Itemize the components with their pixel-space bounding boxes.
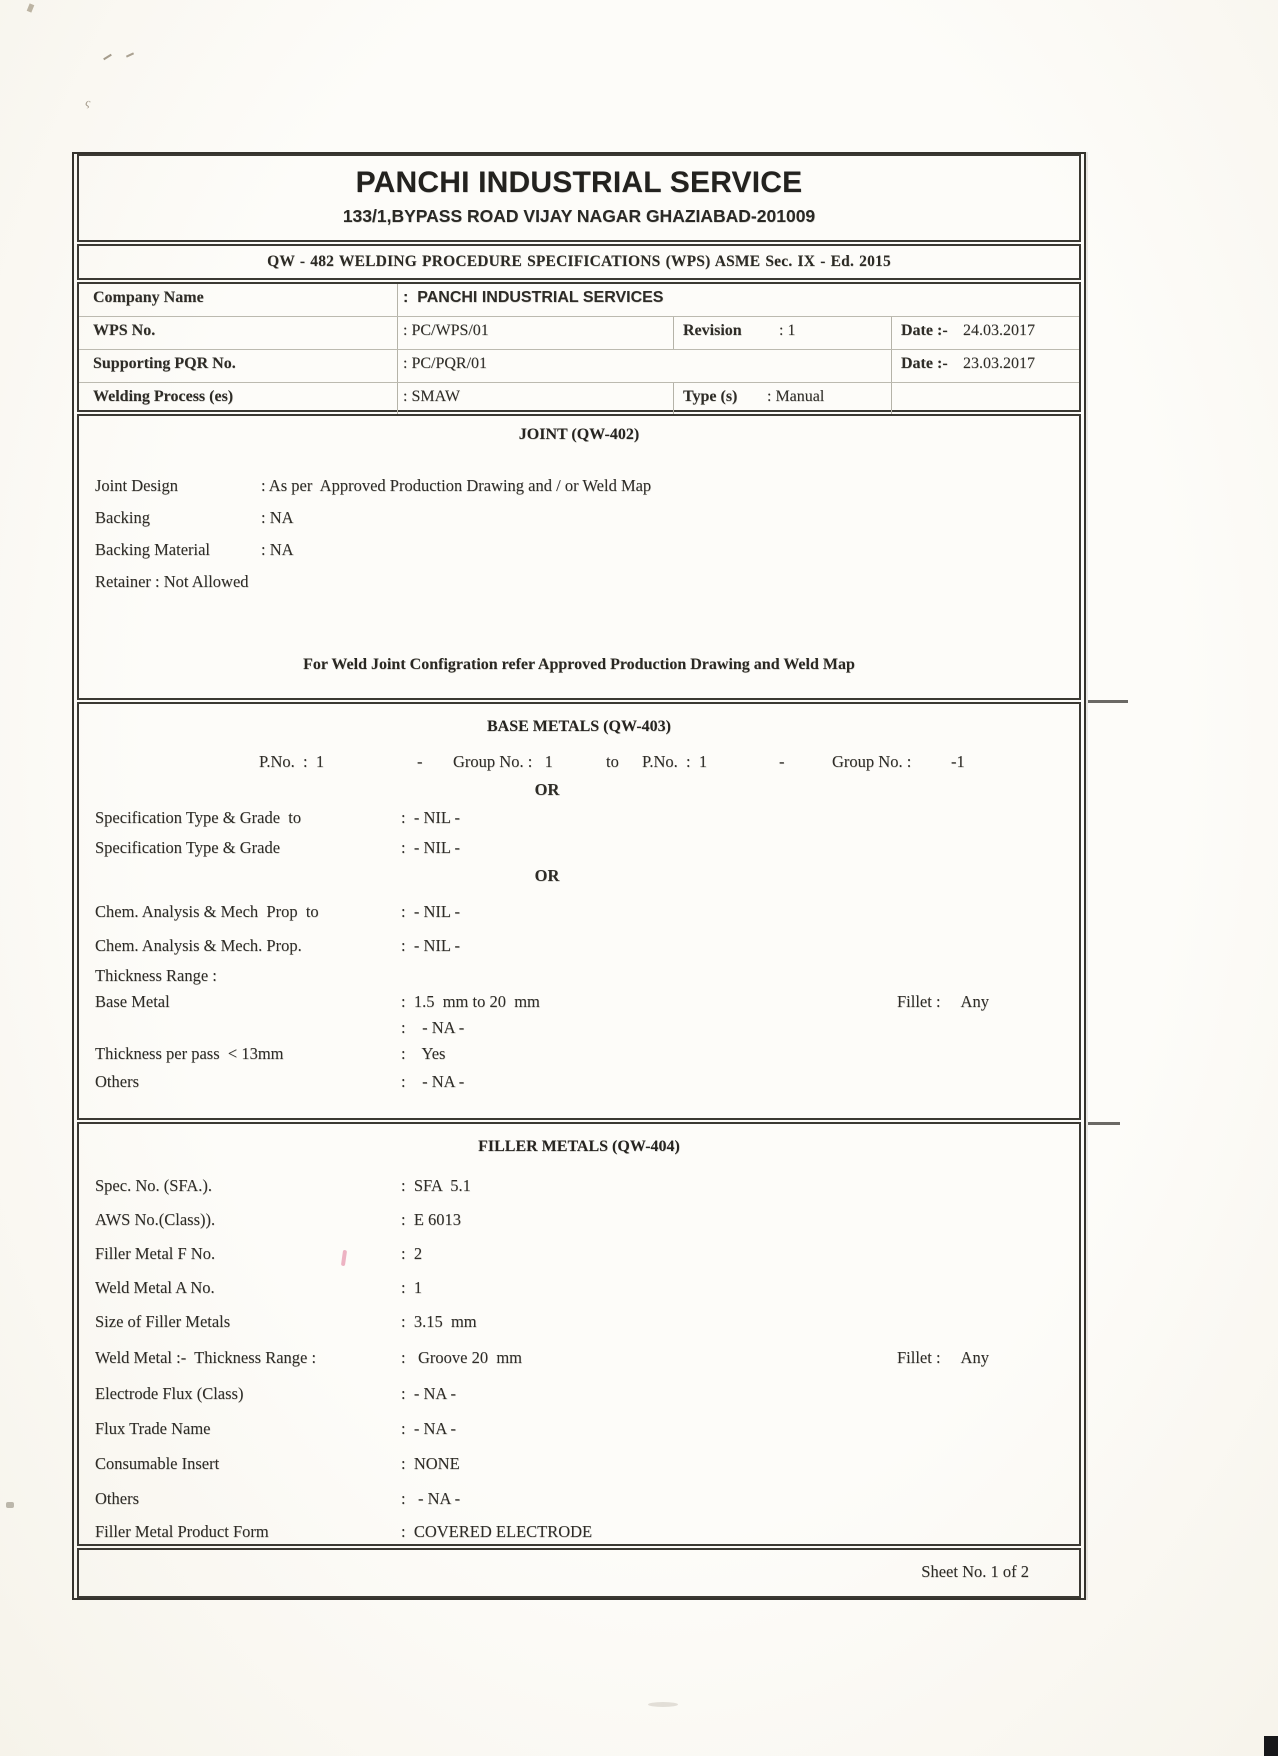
form-row <box>79 1018 1079 1040</box>
scan-artifact <box>1264 1736 1278 1756</box>
form-row <box>79 1348 1079 1370</box>
scan-artifact <box>648 1702 678 1707</box>
to-label: to <box>606 752 619 771</box>
weld-joint-note: For Weld Joint Configration refer Approved Production Drawing and Weld Map <box>303 656 855 673</box>
or-row <box>79 866 1079 888</box>
form-row <box>79 1419 1079 1441</box>
field-value: : PANCHI INDUSTRIAL SERVICES <box>403 289 664 306</box>
form-row <box>79 936 1079 958</box>
field-label: Date :- <box>901 355 948 372</box>
field-label: Specification Type & Grade <box>95 838 281 857</box>
field-label: Flux Trade Name <box>95 1419 211 1438</box>
field-label: Others <box>95 1489 139 1508</box>
scan-artifact <box>6 1502 14 1508</box>
field-value: : As per Approved Production Drawing and / or Weld Map <box>261 476 652 495</box>
field-value: : - NA - <box>401 1072 465 1091</box>
field-label: Thickness per pass < 13mm <box>95 1044 284 1063</box>
field-label: Electrode Flux (Class) <box>95 1384 244 1403</box>
field-label: Consumable Insert <box>95 1454 220 1473</box>
field-label: Chem. Analysis & Mech. Prop. <box>95 936 302 955</box>
info-table <box>77 282 1081 412</box>
field-label: Revision <box>683 322 742 339</box>
field-value: : NA <box>261 540 294 559</box>
field-label: Welding Process (es) <box>93 388 234 405</box>
field-value: : 2 <box>401 1244 423 1263</box>
form-row <box>79 1489 1079 1511</box>
column-divider <box>891 317 892 349</box>
scan-artifact <box>27 3 35 12</box>
field-value: : - NA - <box>401 1384 456 1403</box>
scan-artifact <box>126 52 134 57</box>
form-row <box>79 508 1079 530</box>
table-row <box>79 349 1079 382</box>
form-row <box>79 838 1079 860</box>
footer-bar <box>77 1548 1081 1598</box>
form-row <box>79 1278 1079 1300</box>
field-label: Chem. Analysis & Mech Prop to <box>95 902 319 921</box>
field-label: Retainer : Not Allowed <box>95 572 249 591</box>
section-joint <box>77 414 1081 700</box>
fillet-label: Fillet : <box>897 992 941 1011</box>
table-row <box>79 284 1079 316</box>
form-row <box>79 1244 1079 1266</box>
form-row <box>79 1454 1079 1476</box>
scan-artifact: ς <box>83 94 93 110</box>
or-label: OR <box>534 780 560 799</box>
field-label: Company Name <box>93 289 204 306</box>
field-value: : 1 <box>779 322 796 339</box>
field-label: Specification Type & Grade to <box>95 808 302 827</box>
scan-artifact <box>1088 1122 1120 1125</box>
column-divider <box>397 350 398 382</box>
section-base-metals <box>77 702 1081 1120</box>
dash: - <box>779 752 785 771</box>
form-row <box>79 540 1079 562</box>
group-no-value: -1 <box>951 752 965 771</box>
letterhead <box>77 154 1081 242</box>
field-value: : - NA - <box>401 1018 465 1037</box>
field-value: : Yes <box>401 1044 446 1063</box>
field-value: : 1.5 mm to 20 mm <box>401 992 540 1011</box>
field-label: AWS No.(Class)). <box>95 1210 216 1229</box>
field-value: : - NIL - <box>401 936 460 955</box>
field-label: Supporting PQR No. <box>93 355 236 372</box>
field-value: : - NA - <box>401 1419 456 1438</box>
field-value: : - NA - <box>401 1489 461 1508</box>
field-value: : E 6013 <box>401 1210 462 1229</box>
field-label: Size of Filler Metals <box>95 1312 231 1331</box>
field-value: 23.03.2017 <box>963 355 1035 372</box>
doc-title-bar <box>77 244 1081 280</box>
or-label: OR <box>534 866 560 885</box>
form-row <box>79 966 1079 988</box>
field-value: : 3.15 mm <box>401 1312 477 1331</box>
form-row <box>79 808 1079 830</box>
field-label: Backing <box>95 508 150 527</box>
scan-artifact <box>103 54 112 60</box>
field-label: Date :- <box>901 322 948 339</box>
field-value: : PC/PQR/01 <box>403 355 488 372</box>
field-value: : COVERED ELECTRODE <box>401 1522 593 1541</box>
scan-artifact <box>1088 700 1128 703</box>
section-title: FILLER METALS (QW-404) <box>478 1138 680 1155</box>
table-row <box>79 382 1079 415</box>
form-row <box>79 572 1079 594</box>
fillet-label: Fillet : <box>897 1348 941 1367</box>
table-row <box>79 316 1079 349</box>
form-row <box>79 902 1079 924</box>
field-value: : Manual <box>767 388 825 405</box>
fillet-value: Any <box>960 1348 989 1367</box>
fillet-field <box>897 1348 989 1368</box>
column-divider <box>397 383 398 415</box>
pno-group-row <box>79 752 1079 774</box>
field-value: : - NIL - <box>401 808 460 827</box>
form-row <box>79 476 1079 498</box>
form-row <box>79 992 1079 1014</box>
section-filler-metals <box>77 1122 1081 1546</box>
company-title: PANCHI INDUSTRIAL SERVICE <box>355 166 803 199</box>
column-divider <box>891 383 892 415</box>
field-value: : NONE <box>401 1454 460 1473</box>
field-value: : NA <box>261 508 294 527</box>
pno-value: P.No. : 1 <box>642 752 708 771</box>
field-label: Joint Design <box>95 476 178 495</box>
field-label: Filler Metal Product Form <box>95 1522 269 1541</box>
field-label: Spec. No. (SFA.). <box>95 1176 213 1195</box>
field-value: : 1 <box>401 1278 423 1297</box>
form-row <box>79 1044 1079 1066</box>
column-divider <box>673 317 674 349</box>
field-value: : Groove 20 mm <box>401 1348 522 1367</box>
section-title: JOINT (QW-402) <box>518 426 640 443</box>
field-value: 24.03.2017 <box>963 322 1035 339</box>
field-label: Type (s) <box>683 388 738 405</box>
form-row <box>79 1522 1079 1544</box>
form-row <box>79 1176 1079 1198</box>
or-row <box>79 780 1079 802</box>
field-value: : SFA 5.1 <box>401 1176 471 1195</box>
field-value: : - NIL - <box>401 838 460 857</box>
field-label: Filler Metal F No. <box>95 1244 216 1263</box>
pno-value: P.No. : 1 <box>259 752 325 771</box>
sheet-number: Sheet No. 1 of 2 <box>921 1562 1029 1581</box>
field-value: : PC/WPS/01 <box>403 322 489 339</box>
group-no-value: Group No. : 1 <box>453 752 553 771</box>
field-label: Weld Metal :- Thickness Range : <box>95 1348 317 1367</box>
column-divider <box>891 350 892 382</box>
field-label: Thickness Range : <box>95 966 217 985</box>
form-row <box>79 1072 1079 1094</box>
dash: - <box>417 752 423 771</box>
field-label: WPS No. <box>93 322 156 339</box>
form-row <box>79 1210 1079 1232</box>
field-value: : - NIL - <box>401 902 460 921</box>
field-label: Backing Material <box>95 540 211 559</box>
column-divider <box>397 317 398 349</box>
fillet-value: Any <box>960 992 989 1011</box>
field-label: Weld Metal A No. <box>95 1278 215 1297</box>
form-row <box>79 1384 1079 1406</box>
company-address: 133/1,BYPASS ROAD VIJAY NAGAR GHAZIABAD-201009 <box>342 206 816 226</box>
fillet-field <box>897 992 989 1012</box>
doc-title: QW - 482 WELDING PROCEDURE SPECIFICATIONS (WPS) ASME Sec. IX - Ed. 2015 <box>267 253 891 270</box>
wps-document-frame <box>72 152 1086 1600</box>
group-no-label: Group No. : <box>832 752 912 771</box>
field-label: Base Metal <box>95 992 170 1011</box>
field-label: Others <box>95 1072 139 1091</box>
form-row <box>79 1312 1079 1334</box>
field-value: : SMAW <box>403 388 460 405</box>
section-title: BASE METALS (QW-403) <box>486 718 671 735</box>
column-divider <box>397 284 398 316</box>
column-divider <box>673 383 674 415</box>
